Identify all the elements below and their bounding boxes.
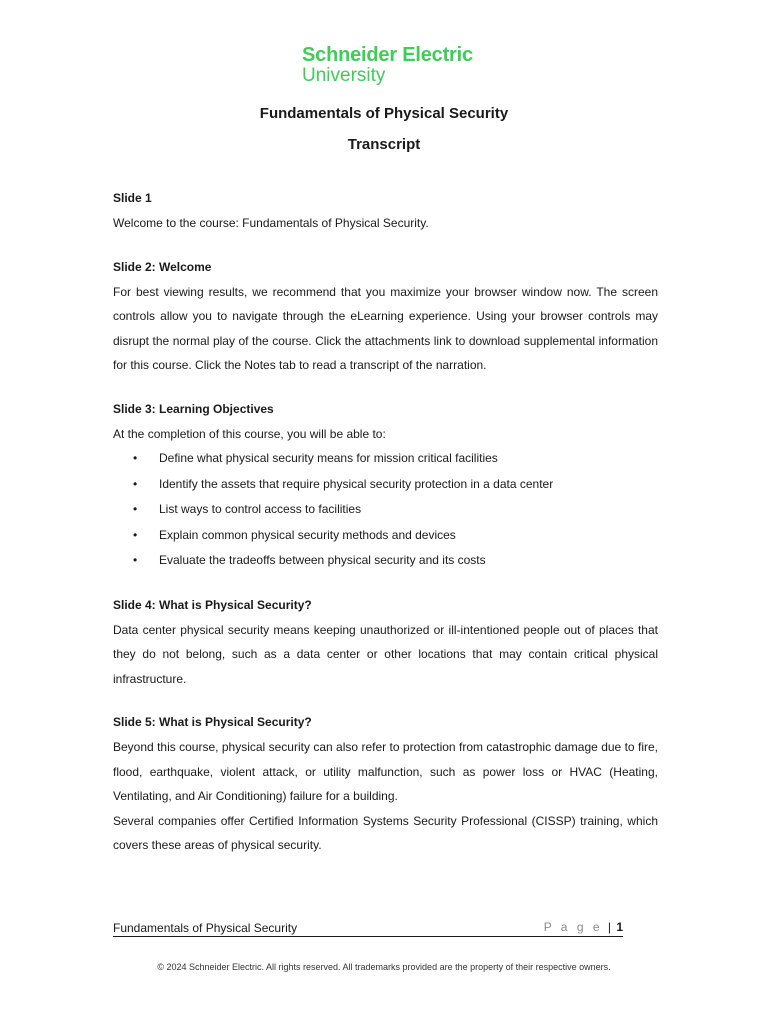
- slide-1-text: Welcome to the course: Fundamentals of Physical Security.: [113, 216, 429, 230]
- logo-brand-text: Schneider Electric: [302, 44, 473, 66]
- slide-3-heading: Slide 3: Learning Objectives: [113, 401, 274, 416]
- slide-2-text: For best viewing results, we recommend that you maximize your browser window now. The screen controls allow you to navigate through the eLearning experience. Using your browser controls may disrupt the normal play of the course. Click the attachments link to download supplemental information for this course. Click the Notes tab to read a transcript of the narration.: [113, 284, 658, 372]
- slide-4-text: Data center physical security means keeping unauthorized or ill-intentioned people out of places that they do not belong, such as a data center or other locations that may contain critical physical infrastructure.: [113, 622, 658, 686]
- page-label: P a g e: [543, 920, 603, 934]
- footer-document-title: Fundamentals of Physical Security: [113, 921, 298, 935]
- slide-5-heading: Slide 5: What is Physical Security?: [113, 715, 312, 729]
- objective-item: • Evaluate the tradeoffs between physical security and its costs: [113, 548, 658, 574]
- slide-4-heading: Slide 4: What is Physical Security?: [113, 597, 312, 612]
- page-footer: [113, 920, 623, 937]
- objective-item: • Identify the assets that require physical security protection in a data center: [113, 472, 658, 498]
- document-subtitle: Transcript: [347, 136, 421, 153]
- slide-5-text-1: Beyond this course, physical security can also refer to protection from catastrophic damage due to fire, flood, earthquake, violent attack, or utility malfunction, such as power loss or HVAC (Heating, Ventilating, and Air Conditioning) failure for a building.: [113, 740, 658, 803]
- slide-5-section: [113, 714, 658, 858]
- schneider-electric-university-logo: [302, 44, 473, 86]
- slide-1-heading: Slide 1: [113, 191, 152, 205]
- slide-4-section: [113, 597, 658, 692]
- objective-item: • Define what physical security means for mission critical facilities: [113, 446, 658, 472]
- slide-1-section: [113, 190, 658, 236]
- slide-2-heading: Slide 2: Welcome: [113, 259, 212, 274]
- copyright-notice: © 2024 Schneider Electric. All rights reserved. All trademarks provided are the property of their respective owners.: [157, 962, 611, 972]
- objective-item: • List ways to control access to facilities: [113, 497, 658, 523]
- learning-objectives-list: [113, 446, 658, 574]
- slide-3-intro: At the completion of this course, you will be able to:: [113, 426, 386, 441]
- transcript-body: [113, 190, 658, 881]
- objective-item: • Explain common physical security methods and devices: [113, 523, 658, 549]
- slide-3-section: [113, 401, 658, 574]
- slide-2-section: [113, 259, 658, 378]
- page-separator: |: [607, 920, 611, 934]
- slide-5-text-2: Several companies offer Certified Information Systems Security Professional (CISSP) training, which covers these areas of physical security.: [113, 813, 658, 852]
- document-title: Fundamentals of Physical Security: [259, 105, 509, 122]
- page-number: 1: [616, 920, 623, 934]
- footer-page-indicator: [544, 920, 623, 934]
- logo-sub-text: University: [302, 65, 386, 86]
